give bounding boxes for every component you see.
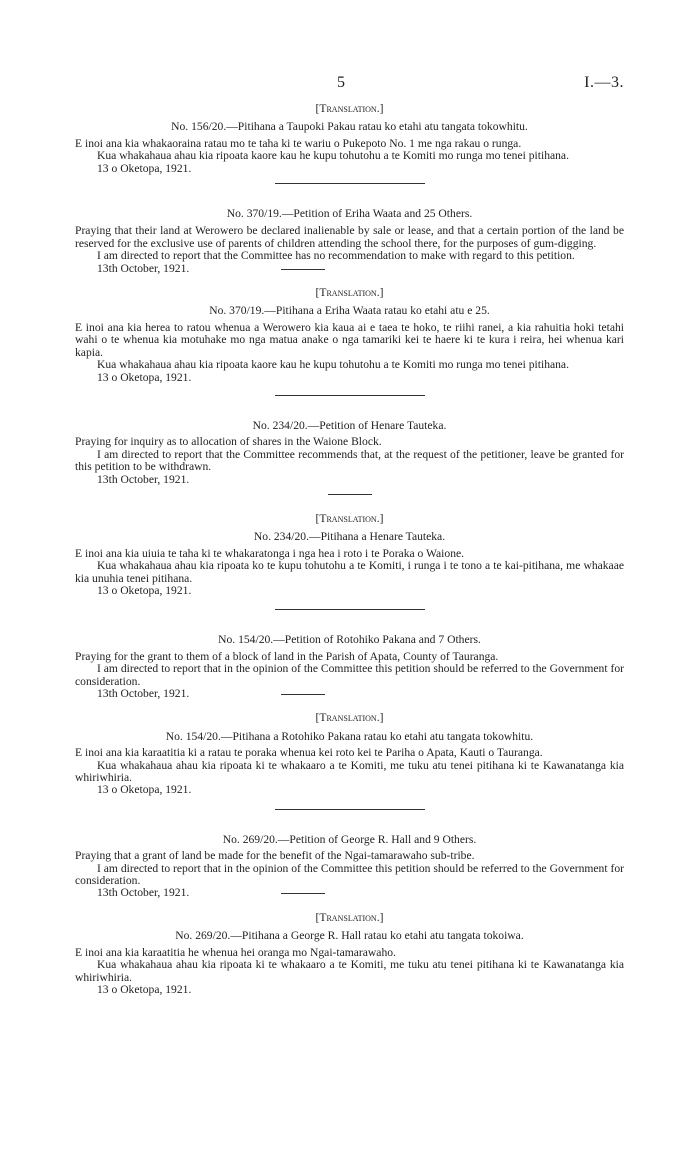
committee-report: I am directed to report that in the opinion of the Committee this petition should be referred to the Government for consideration.	[75, 662, 624, 688]
petition-prayer: Praying that a grant of land be made for the benefit of the Ngai-tamarawaho sub-tribe.	[75, 849, 475, 863]
report-date: 13 o Oketopa, 1921.	[97, 982, 192, 996]
petition-370-19	[75, 208, 624, 275]
report-date-row	[75, 887, 624, 899]
petition-154-20	[75, 634, 624, 700]
petition-heading: No. 234/20.—Pitihana a Henare Tauteka.	[253, 530, 446, 544]
report-date: 13 o Oketopa, 1921.	[97, 783, 192, 797]
date-divider	[281, 269, 325, 270]
section-divider	[275, 395, 425, 396]
petition-prayer: E inoi ana kia karaatitia ki a ratau te poraka whenua kei roto kei te Pariha o Apata, Kauti o Tauranga.	[75, 746, 543, 760]
date-divider	[281, 694, 325, 695]
petition-heading: No. 370/19.—Petition of Eriha Waata and 25 Others.	[226, 207, 473, 221]
committee-report: Kua whakahaua ahau kia ripoata ko te kupu tohutohu a te Komiti, i runga i te tono a te kai-pitihana, me whakaae kia unuhia tenei pitihana.	[75, 559, 624, 585]
translation-label: [Translation.]	[315, 102, 384, 115]
petition-translation-154-20	[75, 712, 624, 796]
petition-heading: No. 154/20.—Petition of Rotohiko Pakana and 7 Others.	[218, 633, 481, 647]
committee-report: I am directed to report that in the opinion of the Committee this petition should be referred to the Government for consideration.	[75, 861, 624, 888]
report-date-row	[75, 263, 624, 275]
committee-report: I am directed to report that the Committee recommends that, at the request of the petitioner, leave be granted for this petition to be withdrawn.	[75, 447, 624, 474]
translation-label: [Translation.]	[315, 711, 384, 725]
translation-label: [Translation.]	[315, 286, 384, 300]
petition-heading: No. 269/20.—Pitihana a George R. Hall ratau ko etahi atu tangata tokoiwa.	[175, 929, 524, 943]
date-divider	[281, 893, 325, 894]
committee-report: Kua whakahaua ahau kia ripoata ki te whakaaro a te Komiti, me tuku atu tenei pitihana ki te Kawanatanga kia whiriwhiria.	[75, 758, 624, 785]
committee-report: Kua whakahaua ahau kia ripoata kaore kau he kupu tohutohu a te Komiti mo runga mo tenei pitihana.	[97, 358, 569, 372]
translation-label: [Translation.]	[315, 511, 384, 525]
report-date: 13 o Oketopa, 1921.	[97, 370, 192, 384]
document-reference: I.—3.	[584, 74, 624, 91]
petition-prayer: E inoi ana kia whakaoraina ratau mo te taha ki te wariu o Pukepoto No. 1 me nga rakau o runga.	[75, 136, 522, 150]
petition-heading: No. 234/20.—Petition of Henare Tauteka.	[252, 418, 447, 432]
petition-heading: No. 269/20.—Petition of George R. Hall and 9 Others.	[222, 832, 477, 846]
report-date-row	[75, 688, 624, 700]
report-date: 13 o Oketopa, 1921.	[97, 583, 192, 597]
petition-prayer: E inoi ana kia herea to ratou whenua a Werowero kia kaua ai e taea te hoko, te riihi ranei, a kia rahuitia hoki tetahi wahi o te whenua kia motuhake mo nga matua anake o nga tamariki kei te haere ki te kura i reira, hei whenua kari kapia.	[75, 320, 624, 359]
petition-269-20	[75, 834, 624, 900]
page-content	[75, 103, 624, 996]
date-divider	[328, 494, 372, 495]
report-date: 13th October, 1921.	[97, 886, 190, 900]
petition-prayer: E inoi ana kia uiuia te taha ki te whakaratonga i nga hea i roto i te Poraka o Waione.	[75, 546, 465, 560]
petition-translation-234-20	[75, 513, 624, 597]
petition-234-20	[75, 420, 624, 486]
report-date: 13 o Oketopa, 1921.	[97, 161, 192, 175]
report-date: 13th October, 1921.	[97, 472, 190, 486]
petition-translation-156-20	[75, 103, 624, 175]
committee-report: Kua whakahaua ahau kia ripoata ki te whakaaro a te Komiti, me tuku atu tenei pitihana ki te Kawanatanga kia whiriwhiria.	[75, 958, 624, 984]
report-date: 13th October, 1921.	[97, 261, 190, 275]
section-divider	[275, 609, 425, 610]
petition-heading: No. 156/20.—Pitihana a Taupoki Pakau ratau ko etahi atu tangata tokowhitu.	[171, 120, 528, 134]
committee-report: I am directed to report that the Committee has no recommendation to make with regard to this petition.	[97, 249, 575, 263]
report-date: 13th October, 1921.	[97, 687, 190, 700]
petition-heading: No. 154/20.—Pitihana a Rotohiko Pakana ratau ko etahi atu tangata tokowhitu.	[165, 729, 534, 743]
petition-translation-269-20	[75, 912, 624, 996]
page-number: 5	[337, 74, 345, 91]
petition-prayer: Praying that their land at Werowero be declared inalienable by sale or lease, and that a certain portion of the land be reserved for the exclusive use of parents of children attending the school there, for the purposes of gum-digging.	[75, 224, 624, 250]
translation-label: [Translation.]	[315, 910, 384, 924]
petition-prayer: Praying for the grant to them of a block of land in the Parish of Apata, County of Tauranga.	[75, 649, 499, 663]
petition-heading: No. 370/19.—Pitihana a Eriha Waata ratau ko etahi atu e 25.	[209, 304, 490, 318]
section-divider	[275, 809, 425, 810]
section-divider	[275, 183, 425, 184]
petition-translation-370-19	[75, 287, 624, 384]
petition-prayer: E inoi ana kia karaatitia he whenua hei oranga mo Ngai-tamarawaho.	[75, 945, 396, 959]
committee-report: Kua whakahaua ahau kia ripoata kaore kau he kupu tohutohu a te Komiti mo runga mo tenei pitihana.	[97, 149, 569, 163]
petition-prayer: Praying for inquiry as to allocation of shares in the Waione Block.	[75, 435, 382, 449]
